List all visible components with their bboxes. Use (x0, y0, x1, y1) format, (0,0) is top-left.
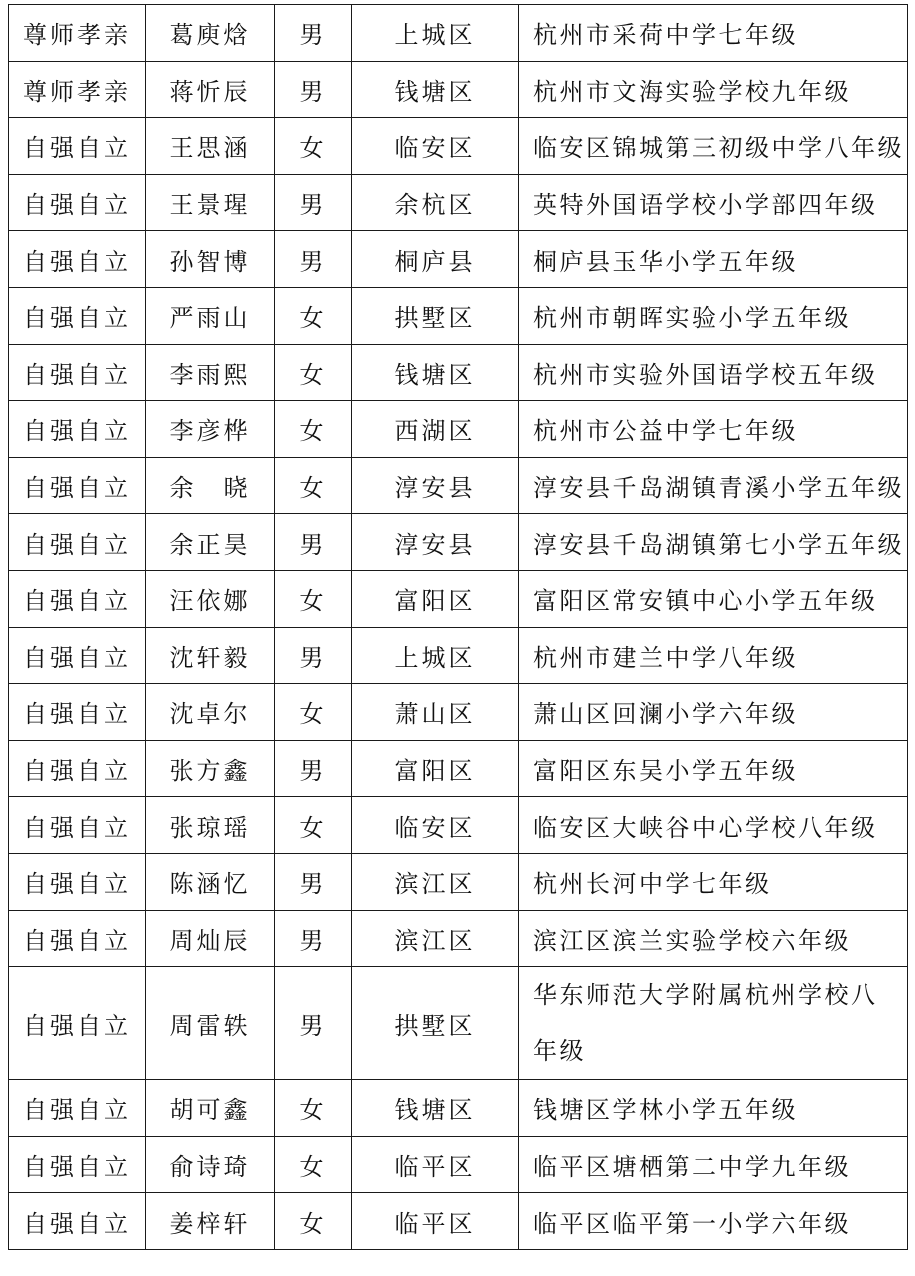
gender-cell: 女 (275, 118, 352, 175)
honor-list-sheet (8, 4, 907, 1250)
school-cell: 杭州市建兰中学八年级 (519, 627, 908, 684)
category-cell: 自强自立 (9, 1193, 146, 1250)
category-cell: 自强自立 (9, 457, 146, 514)
table-row (9, 457, 908, 514)
table-row (9, 61, 908, 118)
district-cell: 上城区 (352, 627, 519, 684)
school-cell: 杭州市朝晖实验小学五年级 (519, 287, 908, 344)
gender-cell: 男 (275, 967, 352, 1080)
table-row (9, 401, 908, 458)
district-cell: 拱墅区 (352, 287, 519, 344)
table-row (9, 344, 908, 401)
name-cell: 胡可鑫 (146, 1080, 275, 1137)
table-row (9, 174, 908, 231)
table-row (9, 853, 908, 910)
district-cell: 临平区 (352, 1136, 519, 1193)
gender-cell: 女 (275, 797, 352, 854)
gender-cell: 女 (275, 401, 352, 458)
name-cell: 汪依娜 (146, 570, 275, 627)
school-cell: 杭州市文海实验学校九年级 (519, 61, 908, 118)
table-row (9, 627, 908, 684)
school-cell: 临平区临平第一小学六年级 (519, 1193, 908, 1250)
name-cell: 李彦桦 (146, 401, 275, 458)
category-cell: 自强自立 (9, 1136, 146, 1193)
district-cell: 富阳区 (352, 570, 519, 627)
district-cell: 钱塘区 (352, 1080, 519, 1137)
table-row (9, 967, 908, 1080)
category-cell: 自强自立 (9, 231, 146, 288)
table-row (9, 514, 908, 571)
name-cell: 俞诗琦 (146, 1136, 275, 1193)
school-cell: 英特外国语学校小学部四年级 (519, 174, 908, 231)
table-row (9, 1193, 908, 1250)
table-row (9, 1080, 908, 1137)
table-row (9, 287, 908, 344)
district-cell: 滨江区 (352, 910, 519, 967)
category-cell: 自强自立 (9, 401, 146, 458)
gender-cell: 女 (275, 344, 352, 401)
gender-cell: 女 (275, 570, 352, 627)
table-row (9, 797, 908, 854)
school-cell: 杭州市公益中学七年级 (519, 401, 908, 458)
category-cell: 自强自立 (9, 174, 146, 231)
category-cell: 自强自立 (9, 1080, 146, 1137)
category-cell: 尊师孝亲 (9, 5, 146, 62)
district-cell: 萧山区 (352, 684, 519, 741)
school-cell: 萧山区回澜小学六年级 (519, 684, 908, 741)
gender-cell: 女 (275, 457, 352, 514)
school-cell: 临安区大峡谷中心学校八年级 (519, 797, 908, 854)
gender-cell: 女 (275, 1193, 352, 1250)
school-cell: 华东师范大学附属杭州学校八年级 (519, 967, 908, 1080)
school-cell: 滨江区滨兰实验学校六年级 (519, 910, 908, 967)
name-cell: 周灿辰 (146, 910, 275, 967)
school-cell: 钱塘区学林小学五年级 (519, 1080, 908, 1137)
category-cell: 自强自立 (9, 910, 146, 967)
category-cell: 自强自立 (9, 797, 146, 854)
category-cell: 自强自立 (9, 514, 146, 571)
category-cell: 自强自立 (9, 853, 146, 910)
school-cell: 杭州市采荷中学七年级 (519, 5, 908, 62)
gender-cell: 男 (275, 5, 352, 62)
name-cell: 余正昊 (146, 514, 275, 571)
name-cell: 蒋忻辰 (146, 61, 275, 118)
honor-list-table (8, 4, 908, 1250)
district-cell: 临安区 (352, 118, 519, 175)
table-row (9, 5, 908, 62)
school-cell: 富阳区东吴小学五年级 (519, 740, 908, 797)
gender-cell: 男 (275, 627, 352, 684)
gender-cell: 男 (275, 174, 352, 231)
district-cell: 拱墅区 (352, 967, 519, 1080)
category-cell: 自强自立 (9, 344, 146, 401)
gender-cell: 男 (275, 61, 352, 118)
school-cell: 淳安县千岛湖镇第七小学五年级 (519, 514, 908, 571)
name-cell: 严雨山 (146, 287, 275, 344)
name-cell: 沈轩毅 (146, 627, 275, 684)
name-cell: 陈涵忆 (146, 853, 275, 910)
district-cell: 西湖区 (352, 401, 519, 458)
district-cell: 淳安县 (352, 457, 519, 514)
gender-cell: 男 (275, 910, 352, 967)
district-cell: 余杭区 (352, 174, 519, 231)
district-cell: 滨江区 (352, 853, 519, 910)
gender-cell: 女 (275, 287, 352, 344)
table-row (9, 118, 908, 175)
category-cell: 自强自立 (9, 118, 146, 175)
district-cell: 上城区 (352, 5, 519, 62)
district-cell: 钱塘区 (352, 344, 519, 401)
school-cell: 杭州市实验外国语学校五年级 (519, 344, 908, 401)
category-cell: 自强自立 (9, 967, 146, 1080)
gender-cell: 女 (275, 1136, 352, 1193)
table-row (9, 231, 908, 288)
gender-cell: 男 (275, 853, 352, 910)
name-cell: 王思涵 (146, 118, 275, 175)
category-cell: 自强自立 (9, 627, 146, 684)
school-cell: 杭州长河中学七年级 (519, 853, 908, 910)
name-cell: 葛庾焓 (146, 5, 275, 62)
table-row (9, 910, 908, 967)
name-cell: 王景瑆 (146, 174, 275, 231)
district-cell: 淳安县 (352, 514, 519, 571)
category-cell: 自强自立 (9, 287, 146, 344)
category-cell: 自强自立 (9, 570, 146, 627)
name-cell: 周雷轶 (146, 967, 275, 1080)
category-cell: 自强自立 (9, 684, 146, 741)
category-cell: 尊师孝亲 (9, 61, 146, 118)
school-cell: 淳安县千岛湖镇青溪小学五年级 (519, 457, 908, 514)
gender-cell: 男 (275, 740, 352, 797)
name-cell: 沈卓尔 (146, 684, 275, 741)
gender-cell: 女 (275, 1080, 352, 1137)
district-cell: 富阳区 (352, 740, 519, 797)
name-cell: 张琼瑶 (146, 797, 275, 854)
name-cell: 孙智博 (146, 231, 275, 288)
name-cell: 余 晓 (146, 457, 275, 514)
name-cell: 张方鑫 (146, 740, 275, 797)
district-cell: 临平区 (352, 1193, 519, 1250)
category-cell: 自强自立 (9, 740, 146, 797)
school-cell: 富阳区常安镇中心小学五年级 (519, 570, 908, 627)
name-cell: 李雨熙 (146, 344, 275, 401)
table-row (9, 740, 908, 797)
gender-cell: 男 (275, 514, 352, 571)
table-row (9, 1136, 908, 1193)
table-row (9, 684, 908, 741)
district-cell: 临安区 (352, 797, 519, 854)
district-cell: 钱塘区 (352, 61, 519, 118)
gender-cell: 男 (275, 231, 352, 288)
gender-cell: 女 (275, 684, 352, 741)
school-cell: 临安区锦城第三初级中学八年级 (519, 118, 908, 175)
name-cell: 姜梓轩 (146, 1193, 275, 1250)
district-cell: 桐庐县 (352, 231, 519, 288)
table-row (9, 570, 908, 627)
school-cell: 临平区塘栖第二中学九年级 (519, 1136, 908, 1193)
school-cell: 桐庐县玉华小学五年级 (519, 231, 908, 288)
